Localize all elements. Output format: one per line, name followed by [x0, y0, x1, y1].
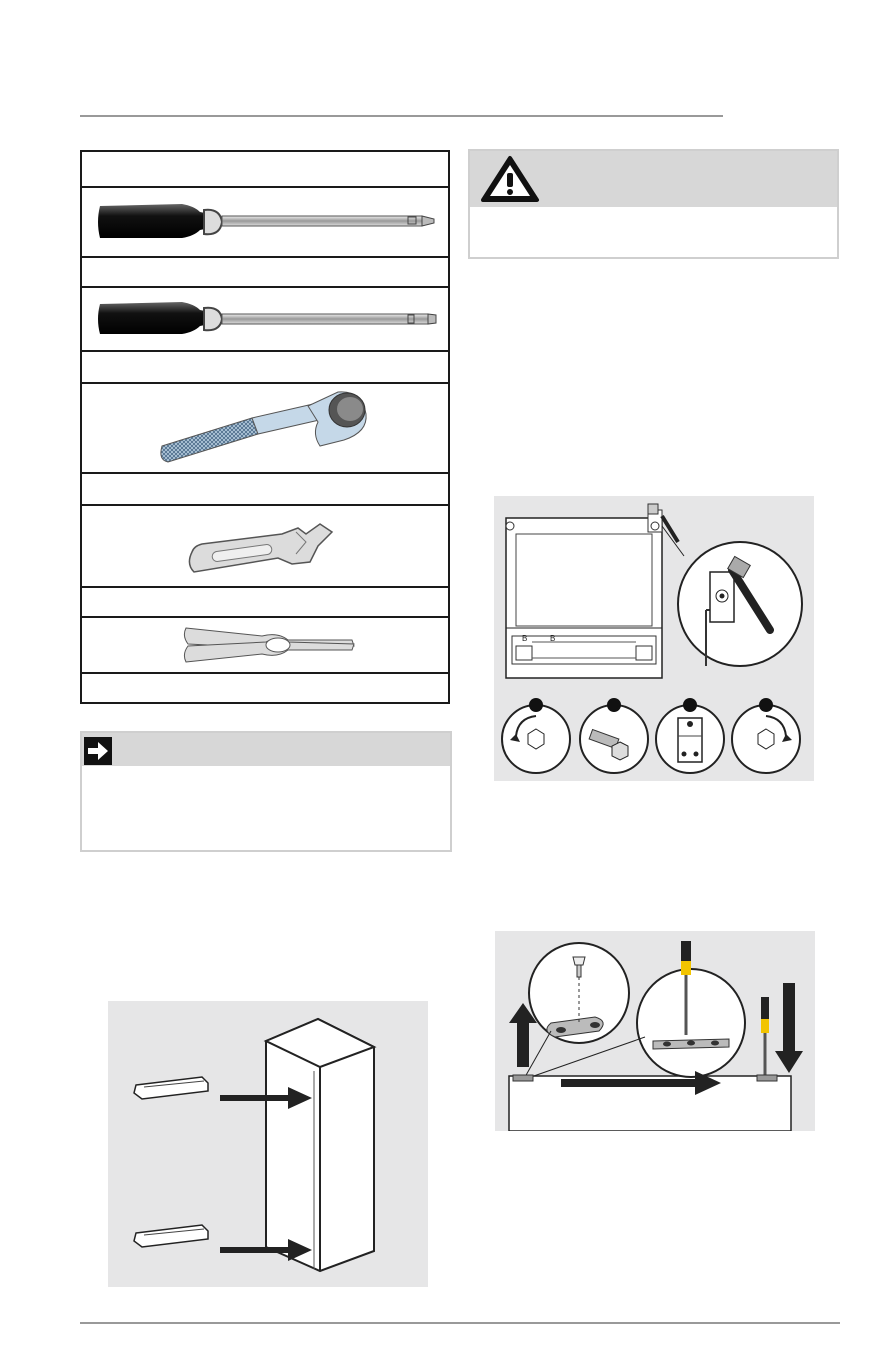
step-circles	[502, 698, 800, 773]
hinge-diagram	[494, 496, 814, 781]
tool-label-row-1	[82, 152, 448, 188]
tool-label-row-5	[82, 588, 448, 618]
phillips-screwdriver-icon	[82, 188, 448, 256]
tools-footer-row	[82, 674, 448, 702]
tool-image-row-2	[82, 288, 448, 352]
tool-label-row-4	[82, 474, 448, 506]
note-box	[80, 731, 452, 852]
warning-box	[468, 149, 839, 259]
note-header	[82, 733, 450, 766]
hinge-transfer-figure	[495, 931, 815, 1131]
tool-label-1	[82, 158, 90, 173]
hinge-removal-figure	[494, 496, 814, 781]
tool-label-3	[82, 358, 90, 373]
nut-driver-icon	[82, 384, 448, 472]
tool-image-row-5	[82, 618, 448, 674]
footer-rule	[80, 1322, 840, 1324]
door-stop-diagram	[108, 1001, 428, 1287]
tools-table	[80, 150, 450, 704]
tool-label-2	[82, 264, 90, 279]
tool-image-row-3	[82, 384, 448, 474]
flat-screwdriver-icon	[82, 288, 448, 350]
tool-image-row-4	[82, 506, 448, 588]
pliers-icon	[82, 618, 448, 672]
corner-letter-b-2: B	[550, 634, 556, 643]
warning-triangle-icon	[480, 155, 540, 203]
corner-letter-b-1: B	[522, 634, 528, 643]
tool-image-row-1	[82, 188, 448, 258]
tool-label-4	[82, 480, 90, 495]
header-rule	[80, 115, 723, 117]
tool-label-row-2	[82, 258, 448, 288]
tools-footer-label	[82, 680, 90, 695]
hinge-transfer-diagram	[495, 931, 815, 1131]
warning-header	[470, 151, 837, 207]
tool-label-row-3	[82, 352, 448, 384]
arrow-right-icon	[84, 737, 112, 765]
tool-label-5	[82, 594, 90, 609]
adjustable-wrench-icon	[82, 506, 448, 586]
door-stop-figure	[108, 1001, 428, 1287]
